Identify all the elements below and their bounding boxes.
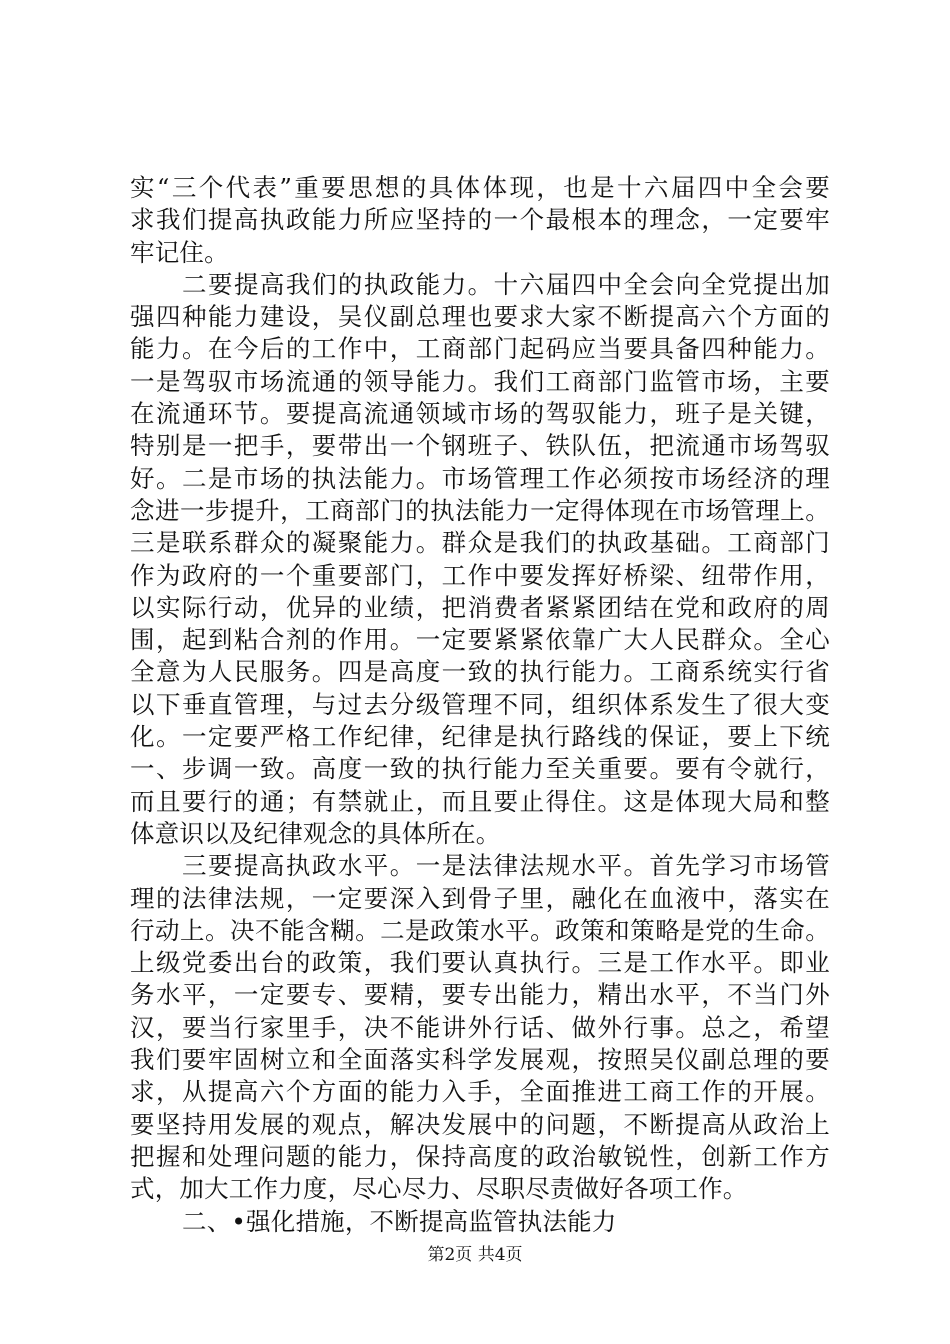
paragraph-p4 xyxy=(130,1206,830,1238)
text-line: 三是联系群众的凝聚能力。群众是我们的执政基础。工商部门 xyxy=(130,528,830,558)
text-line: 汉，要当行家里手，决不能讲外行话、做外行事。总之，希望 xyxy=(130,1012,830,1042)
text-line: 体意识以及纪律观念的具体所在。 xyxy=(130,818,501,848)
text-line: 一是驾驭市场流通的领导能力。我们工商部门监管市场，主要 xyxy=(130,366,830,396)
text-line: 以下垂直管理，与过去分级管理不同，组织体系发生了很大变 xyxy=(130,689,830,719)
page-footer: 第2页 共4页 xyxy=(427,1245,523,1265)
text-line: 全意为人民服务。四是高度一致的执行能力。工商系统实行省 xyxy=(130,657,830,687)
text-line: 务水平，一定要专、要精，要专出能力，精出水平，不当门外 xyxy=(130,980,830,1010)
text-line: 我们要牢固树立和全面落实科学发展观，按照吴仪副总理的要 xyxy=(130,1045,830,1075)
text-line: 式，加大工作力度，尽心尽力、尽职尽责做好各项工作。 xyxy=(130,1174,748,1204)
text-line: 特别是一把手，要带出一个钢班子、铁队伍，把流通市场驾驭 xyxy=(130,431,830,461)
text-line: 二、•强化措施，不断提高监管执法能力 xyxy=(182,1206,617,1236)
text-line: 行动上。决不能含糊。二是政策水平。政策和策略是党的生命。 xyxy=(130,915,830,945)
text-line: 能力。在今后的工作中，工商部门起码应当要具备四种能力。 xyxy=(130,334,830,364)
text-line: 三要提高执政水平。一是法律法规水平。首先学习市场管 xyxy=(182,851,830,881)
text-line: 在流通环节。要提高流通领域市场的驾驭能力，班子是关键， xyxy=(130,399,830,429)
text-line: 上级党委出台的政策，我们要认真执行。三是工作水平。即业 xyxy=(130,948,830,978)
document-body xyxy=(130,172,830,1238)
paragraph-p2 xyxy=(130,269,830,850)
text-line: 二要提高我们的执政能力。十六届四中全会向全党提出加 xyxy=(182,269,830,299)
text-line: 强四种能力建设，吴仪副总理也要求大家不断提高六个方面的 xyxy=(130,302,830,332)
text-line: 一、步调一致。高度一致的执行能力至关重要。要有令就行， xyxy=(130,754,830,784)
paragraph-p1 xyxy=(130,172,830,269)
text-line: 而且要行的通；有禁就止，而且要止得住。这是体现大局和整 xyxy=(130,786,830,816)
text-line: 围，起到粘合剂的作用。一定要紧紧依靠广大人民群众。全心 xyxy=(130,625,830,655)
text-line: 理的法律法规，一定要深入到骨子里，融化在血液中，落实在 xyxy=(130,883,830,913)
text-line: 要坚持用发展的观点，解决发展中的问题，不断提高从政治上 xyxy=(130,1109,830,1139)
text-line: 求我们提高执政能力所应坚持的一个最根本的理念，一定要牢 xyxy=(130,205,830,235)
text-line: 以实际行动，优异的业绩，把消费者紧紧团结在党和政府的周 xyxy=(130,592,830,622)
text-line: 把握和处理问题的能力，保持高度的政治敏锐性，创新工作方 xyxy=(130,1141,830,1171)
text-line: 好。二是市场的执法能力。市场管理工作必须按市场经济的理 xyxy=(130,463,830,493)
text-line: 念进一步提升，工商部门的执法能力一定得体现在市场管理上。 xyxy=(130,495,830,525)
text-line: 化。一定要严格工作纪律，纪律是执行路线的保证，要上下统 xyxy=(130,722,830,752)
paragraph-p3 xyxy=(130,850,830,1205)
text-line: 求，从提高六个方面的能力入手，全面推进工商工作的开展。 xyxy=(130,1077,830,1107)
text-line: 牢记住。 xyxy=(130,237,229,267)
text-line: 作为政府的一个重要部门，工作中要发挥好桥梁、纽带作用， xyxy=(130,560,830,590)
text-line: 实“三个代表”重要思想的具体体现，也是十六届四中全会要 xyxy=(130,173,830,202)
